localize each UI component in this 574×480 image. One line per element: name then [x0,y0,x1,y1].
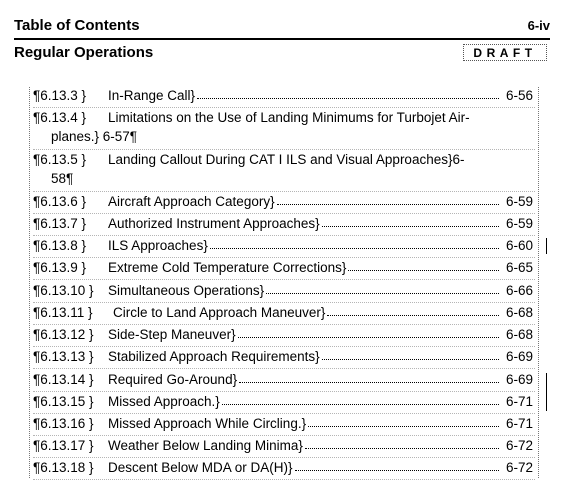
toc-entry-title: In-Range Call} [108,88,196,103]
toc-entry-number: ¶6.13.11 } [33,305,93,320]
toc-entry-title: ILS Approaches} [108,238,208,253]
toc-entry[interactable] [33,414,535,436]
dot-leader [348,270,499,271]
toc-entry-title: Authorized Instrument Approaches} [108,216,320,231]
toc-entry-page: 6-59 [505,194,533,209]
toc-entry-page: 6-72 [505,438,533,453]
dot-leader [305,448,499,449]
toc-entry-number: ¶6.13.7 } [33,216,87,231]
toc-entry[interactable] [33,436,535,458]
toc-entry-title: Missed Approach While Circling.} [108,416,307,431]
toc-entry[interactable] [33,258,535,280]
toc-entry-page: 6-65 [505,260,533,275]
toc-entry[interactable] [33,236,535,258]
toc-entry-number: ¶6.13.6 } [33,194,87,209]
toc-entry-number: ¶6.13.10 } [33,283,94,298]
change-bar [546,238,547,254]
dot-leader [239,382,499,383]
draft-stamp: DRAFT [463,44,547,61]
toc-entry-page: 6-69 [505,372,533,387]
toc-entry[interactable] [33,150,535,192]
toc-entry[interactable] [33,214,535,236]
toc-entry-title: Descent Below MDA or DA(H)} [108,460,293,475]
dot-leader [238,337,499,338]
toc-entry-number: ¶6.13.18 } [33,460,94,475]
toc-entry-continuation: planes.} 6-57¶ [51,129,138,144]
dot-leader [277,204,499,205]
toc-entry-title: Limitations on the Use of Landing Minimums for Turbojet Air- [108,110,470,125]
toc-entry-page: 6-71 [505,394,533,409]
toc-entry-number: ¶6.13.17 } [33,438,94,453]
dot-leader [322,226,499,227]
header-rule [14,38,550,40]
toc-entry-number: ¶6.13.8 } [33,238,87,253]
toc-entry[interactable] [33,303,535,325]
running-header [14,17,550,37]
toc-entry-number: ¶6.13.16 } [33,416,94,431]
toc-entry-number: ¶6.13.15 } [33,394,94,409]
toc-entry-title: Missed Approach.} [108,394,220,409]
toc-entry[interactable] [33,325,535,347]
toc-entry-page: 6-60 [505,238,533,253]
toc-entry-number: ¶6.13.13 } [33,349,94,364]
toc-entry-title: Extreme Cold Temperature Corrections} [108,260,347,275]
dot-leader [222,404,499,405]
toc-entry-title: Side-Step Maneuver} [108,327,236,342]
toc-entry-page: 6-66 [505,283,533,298]
section-title: Regular Operations [14,44,154,61]
toc-entry-page: 6-71 [505,416,533,431]
toc-entry[interactable] [33,347,535,369]
toc-entry-number: ¶6.13.14 } [33,372,94,387]
toc-entry-title: Landing Callout During CAT I ILS and Visual Approaches}6- [108,152,465,167]
toc-entry[interactable] [33,370,535,392]
toc-entry[interactable] [33,392,535,414]
toc-entry-title: Aircraft Approach Category} [108,194,275,209]
toc-entry-page: 6-68 [505,327,533,342]
document-title: Table of Contents [14,17,140,34]
toc-entry-title: Weather Below Landing Minima} [108,438,303,453]
toc-entry-page: 6-69 [505,349,533,364]
toc-entry-number: ¶6.13.12 } [33,327,94,342]
toc-entry-number: ¶6.13.4 } [33,110,87,125]
toc-entry-title: Circle to Land Approach Maneuver} [113,305,326,320]
toc-entry-title: Required Go-Around} [108,372,238,387]
toc-entry[interactable] [33,458,535,480]
dot-leader [295,470,499,471]
page-number: 6-iv [527,18,550,33]
toc-entry[interactable] [33,281,535,303]
dot-leader [197,98,499,99]
toc-entry-page: 6-68 [505,305,533,320]
toc-entry[interactable] [33,86,535,108]
toc-entry-page: 6-56 [505,88,533,103]
dot-leader [322,359,499,360]
dot-leader [308,426,499,427]
toc-entry-number: ¶6.13.5 } [33,152,87,167]
toc-entry-continuation: 58¶ [51,171,74,186]
dot-leader [327,315,499,316]
dot-leader [210,248,499,249]
change-bar [546,373,547,411]
toc-entry[interactable] [33,192,535,214]
toc-entry-title: Simultaneous Operations} [108,283,265,298]
dot-leader [266,293,499,294]
toc-entry-page: 6-59 [505,216,533,231]
toc-entry-number: ¶6.13.9 } [33,260,87,275]
toc-entry-page: 6-72 [505,460,533,475]
toc-entry-title: Stabilized Approach Requirements} [108,349,320,364]
toc-entry[interactable] [33,108,535,150]
toc-entry-number: ¶6.13.3 } [33,88,87,103]
